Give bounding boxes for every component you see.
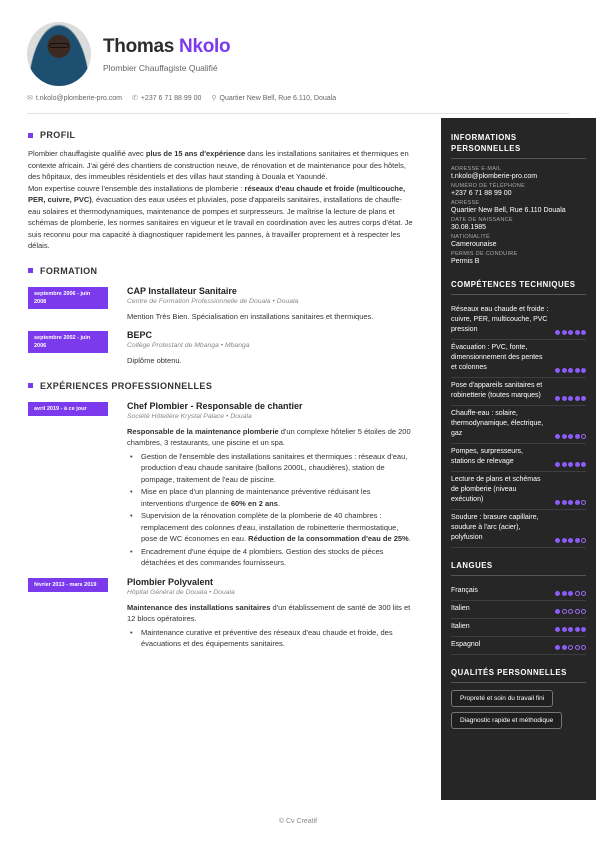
date-badge: septembre 2002 - juin 2006 xyxy=(28,331,108,353)
rating-dot-icon xyxy=(568,500,573,505)
profile-section xyxy=(28,130,413,252)
sidebar-title: LANGUES xyxy=(451,560,586,576)
task-list xyxy=(127,627,413,650)
rating-dot-icon xyxy=(568,645,573,650)
rating-dot-icon xyxy=(575,368,580,373)
rating-dot-icon xyxy=(581,609,586,614)
rated-item-label: Chauffe-eau : solaire, thermodynamique, électrique, gaz xyxy=(451,410,544,437)
section-title: FORMATION xyxy=(28,266,413,276)
degree-title: BEPC xyxy=(127,330,153,340)
rating-dot-icon xyxy=(568,462,573,467)
info-value: 30.08.1985 xyxy=(451,224,487,231)
rating-dot-icon xyxy=(562,645,567,650)
rating-dots xyxy=(555,434,586,439)
education-entry xyxy=(28,286,413,323)
rating-dot-icon xyxy=(581,538,586,543)
section-title: PROFIL xyxy=(28,130,413,140)
cv-header xyxy=(0,0,596,118)
rating-dot-icon xyxy=(575,645,580,650)
info-list xyxy=(451,166,586,265)
rating-dot-icon xyxy=(575,627,580,632)
contact-email: ✉ t.nkolo@plomberie-pro.com xyxy=(27,95,122,102)
rated-item xyxy=(451,340,586,378)
location-pin-icon: ⚲ xyxy=(211,95,217,102)
list-item: • Encadrement d'une équipe de 4 plombiers. Gestion des stocks de pièces détachées et des commandes fournisseurs. xyxy=(127,546,413,569)
rating-dots xyxy=(555,368,586,373)
rated-item xyxy=(451,444,586,472)
rating-dot-icon xyxy=(562,368,567,373)
square-bullet-icon xyxy=(28,133,33,138)
contact-phone: ✆ +237 6 71 88 99 00 xyxy=(131,95,202,102)
experience-entry xyxy=(28,401,413,569)
info-value: t.nkolo@plomberie-pro.com xyxy=(451,173,538,180)
rated-item xyxy=(451,302,586,340)
rating-dot-icon xyxy=(555,330,560,335)
school-name: Centre de Formation Professionnelle de Douala • Douala xyxy=(127,297,299,305)
entry-intro: Maintenance des installations sanitaires d'un établissement de santé de 300 lits et 12 blocs opératoires. xyxy=(127,602,411,623)
info-value: Permis B xyxy=(451,258,480,265)
glasses-shape xyxy=(49,43,69,48)
rated-item-label: Italien xyxy=(451,623,470,630)
rating-dots xyxy=(555,462,586,467)
info-value: Quartier New Bell, Rue 6.110 Douala xyxy=(451,207,566,214)
entry-intro: Responsable de la maintenance plomberie d'un complexe hôtelier 5 étoiles de 200 chambres, 3 restaurants, une piscine et un spa. xyxy=(127,426,411,447)
rating-dot-icon xyxy=(568,609,573,614)
rating-dot-icon xyxy=(562,500,567,505)
square-bullet-icon xyxy=(28,268,33,273)
rating-dot-icon xyxy=(568,434,573,439)
rating-dot-icon xyxy=(575,591,580,596)
profile-paragraph-1: Plombier chauffagiste qualifié avec plus de 15 ans d'expérience dans les installations sanitaires et thermiques en contexte africain. J'ai géré des chantiers de construction neuve, de rénovation et de maintenance pour des hôtels, des hôpitaux, des immeubles résidentiels et des villas haut standing à Douala et Yaoundé. xyxy=(28,149,409,181)
rating-dot-icon xyxy=(581,462,586,467)
rating-dot-icon xyxy=(562,462,567,467)
info-label: ADRESSE E-MAIL xyxy=(451,166,502,172)
job-role: Chef Plombier - Responsable de chantier xyxy=(127,400,303,411)
rated-item-label: Italien xyxy=(451,605,470,612)
rated-item xyxy=(451,601,586,619)
rated-item-label: Soudure : brasure capillaire, soudure à l'arc (acier), polyfusion xyxy=(451,514,539,541)
rating-dot-icon xyxy=(575,462,580,467)
job-role: Plombier Polyvalent xyxy=(127,576,214,587)
rating-dot-icon xyxy=(562,609,567,614)
contact-address: ⚲ Quartier New Bell, Rue 6.110, Douala xyxy=(211,95,337,102)
rating-dots xyxy=(555,330,586,335)
rated-item-label: Espagnol xyxy=(451,641,481,648)
rated-item xyxy=(451,472,586,510)
rating-dots xyxy=(555,627,586,632)
rating-dot-icon xyxy=(555,627,560,632)
rating-dot-icon xyxy=(562,627,567,632)
rating-dots xyxy=(555,591,586,596)
main-column xyxy=(28,130,413,658)
rating-dot-icon xyxy=(562,396,567,401)
rating-dot-icon xyxy=(562,538,567,543)
education-section xyxy=(28,266,413,367)
rated-item-label: Lecture de plans et schémas de plomberie (niveau exécution) xyxy=(451,476,541,503)
company-name: Société Hôtelière Krystal Palace • Douala xyxy=(127,412,252,420)
experience-section xyxy=(28,381,413,650)
rated-item-label: Évacuation : PVC, fonte, dimensionnement des pentes et colonnes xyxy=(451,344,543,371)
list-item: • Maintenance curative et préventive des réseaux d'eau chaude et froide, des évacuations et des équipements sanitaires. xyxy=(127,627,413,650)
entry-description: Mention Très Bien. Spécialisation en installations sanitaires et thermiques. xyxy=(127,311,374,321)
rating-dot-icon xyxy=(555,538,560,543)
full-name xyxy=(103,36,230,58)
section-title: EXPÉRIENCES PROFESSIONNELLES xyxy=(28,381,413,391)
rating-dot-icon xyxy=(581,500,586,505)
rating-dot-icon xyxy=(555,500,560,505)
info-value: Camerounaise xyxy=(451,241,497,248)
qualities-list xyxy=(451,690,586,729)
rating-dot-icon xyxy=(555,462,560,467)
rating-dot-icon xyxy=(562,591,567,596)
rating-dot-icon xyxy=(581,330,586,335)
footer-credit: © Cv Creatif xyxy=(278,818,318,825)
rating-dot-icon xyxy=(555,645,560,650)
info-label: PERMIS DE CONDUIRE xyxy=(451,251,518,257)
header-divider xyxy=(27,113,569,114)
info-label: DATE DE NAISSANCE xyxy=(451,217,513,223)
rating-dot-icon xyxy=(555,609,560,614)
rating-dot-icon xyxy=(575,434,580,439)
rating-dot-icon xyxy=(555,591,560,596)
rating-dot-icon xyxy=(575,330,580,335)
rating-dots xyxy=(555,500,586,505)
sidebar-title: INFORMATIONS PERSONNELLES xyxy=(451,132,586,159)
rating-dot-icon xyxy=(555,434,560,439)
rated-item xyxy=(451,619,586,637)
info-label: NATIONALITÉ xyxy=(451,234,490,240)
rated-item-label: Français xyxy=(451,587,478,594)
education-entry xyxy=(28,330,413,367)
rated-item-label: Pose d'appareils sanitaires et robinetterie (toutes marques) xyxy=(451,382,543,399)
rating-dot-icon xyxy=(581,434,586,439)
company-name: Hôpital Général de Douala • Douala xyxy=(127,588,235,596)
info-label: ADRESSE xyxy=(451,200,480,206)
sidebar xyxy=(441,118,596,800)
entry-description: Diplôme obtenu. xyxy=(127,356,182,365)
profile-paragraph-2: Mon expertise couvre l'ensemble des installations de plomberie : réseaux d'eau chaude et froide (multicouche, PER, cuivre, PVC), évacuation des eaux usées et pluviales, pose d'appareils sanitaires, installations de chauffe-eau solaires et thermodynamiques, maintenance de pompes et surpresseurs. Je maîtrise la lecture de plans et schémas de plomberie, les normes sanitaires en vigueur et le travail en coordination avec les autres corps d'état. Je suis reconnu pour ma capacité à diagnostiquer rapidement les pannes, à travailler proprement et à respecter les délais. xyxy=(28,183,413,250)
rating-dot-icon xyxy=(568,368,573,373)
rated-item xyxy=(451,583,586,601)
info-label: NUMÉRO DE TÉLÉPHONE xyxy=(451,183,526,189)
rating-dot-icon xyxy=(562,434,567,439)
rated-item xyxy=(451,510,586,548)
rating-dot-icon xyxy=(581,396,586,401)
quality-chip: Diagnostic rapide et méthodique xyxy=(451,712,562,729)
date-badge: avril 2019 - à ce jour xyxy=(28,402,108,416)
list-item: • Supervision de la rénovation complète de la plomberie de 40 chambres : remplacement des colonnes d'eau, installation de robinetterie thermostatique, pose de WC économes en eau. Réduction de la consommation d'eau de 25%. xyxy=(127,510,413,545)
rating-dot-icon xyxy=(568,627,573,632)
rating-dot-icon xyxy=(581,627,586,632)
skills-list xyxy=(451,302,586,548)
rated-item-label: Pompes, surpresseurs, stations de relevage xyxy=(451,448,523,465)
rating-dot-icon xyxy=(575,609,580,614)
quality-chip: Propreté et soin du travail fini xyxy=(451,690,553,707)
rating-dots xyxy=(555,538,586,543)
sidebar-title: QUALITÉS PERSONNELLES xyxy=(451,667,586,683)
rating-dot-icon xyxy=(581,645,586,650)
rated-item xyxy=(451,637,586,655)
list-item: • Mise en place d'un planning de maintenance préventive réduisant les interventions d'urgence de 60% en 2 ans. xyxy=(127,486,413,509)
rating-dots xyxy=(555,645,586,650)
rating-dots xyxy=(555,396,586,401)
rated-item xyxy=(451,378,586,406)
experience-entry xyxy=(28,577,413,650)
info-value: +237 6 71 88 99 00 xyxy=(451,190,512,197)
rating-dot-icon xyxy=(562,330,567,335)
square-bullet-icon xyxy=(28,383,33,388)
rating-dot-icon xyxy=(575,500,580,505)
rating-dot-icon xyxy=(555,368,560,373)
rating-dot-icon xyxy=(575,538,580,543)
date-badge: février 2013 - mars 2019 xyxy=(28,578,108,592)
rating-dot-icon xyxy=(568,330,573,335)
degree-title: CAP Installateur Sanitaire xyxy=(127,285,237,296)
rating-dot-icon xyxy=(568,591,573,596)
mail-icon: ✉ xyxy=(27,95,33,102)
contact-line xyxy=(27,94,336,102)
task-list xyxy=(127,451,413,569)
phone-icon: ✆ xyxy=(131,95,138,102)
rating-dot-icon xyxy=(581,591,586,596)
avatar xyxy=(27,22,91,86)
rating-dots xyxy=(555,609,586,614)
rating-dot-icon xyxy=(555,396,560,401)
job-title: Plombier Chauffagiste Qualifié xyxy=(103,63,218,73)
languages-list xyxy=(451,583,586,655)
school-name: Collège Protestant de Mbanga • Mbanga xyxy=(127,342,250,349)
last-name: Nkolo xyxy=(179,36,231,57)
rating-dot-icon xyxy=(568,538,573,543)
sidebar-title: COMPÉTENCES TECHNIQUES xyxy=(451,279,586,295)
rated-item xyxy=(451,406,586,444)
rating-dot-icon xyxy=(568,396,573,401)
rating-dot-icon xyxy=(575,396,580,401)
date-badge: septembre 2006 - juin 2008 xyxy=(28,287,108,309)
rated-item-label: Réseaux eau chaude et froide : cuivre, PER, multicouche, PVC pression xyxy=(451,306,549,333)
rating-dot-icon xyxy=(581,368,586,373)
first-name: Thomas xyxy=(103,36,175,57)
list-item: • Gestion de l'ensemble des installations sanitaires et thermiques : réseaux d'eau, production d'eau chaude sanitaire (ballons 2000L, chaudières), station de pompage, traitement de l'eau de piscine. xyxy=(127,451,413,486)
